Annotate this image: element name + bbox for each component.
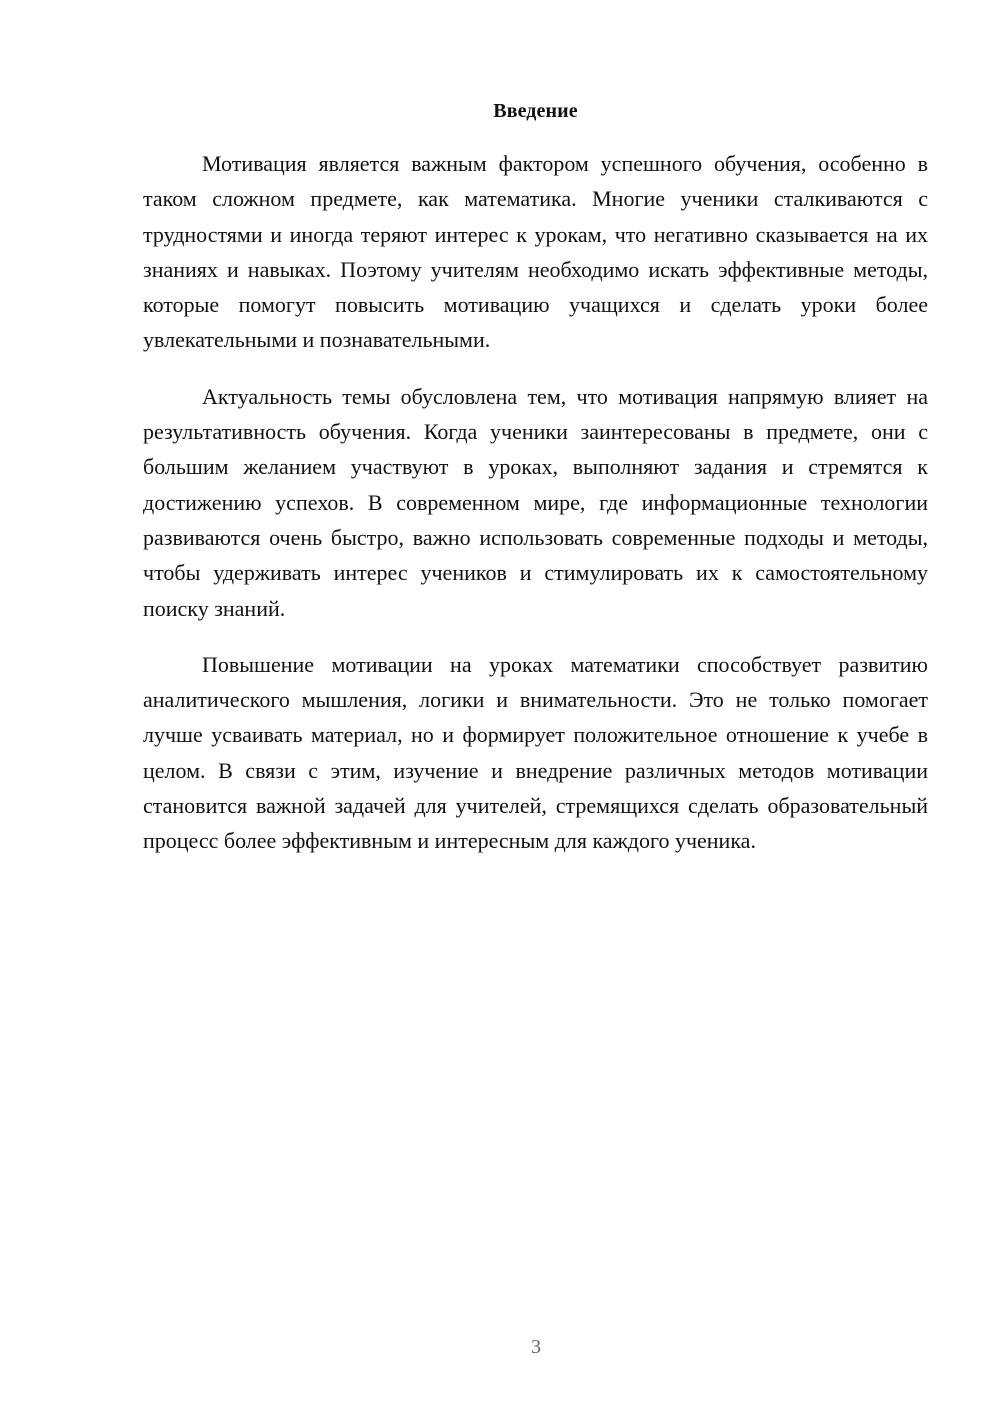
paragraph-2: Актуальность темы обусловлена тем, что мотивация напрямую влияет на результативность обучения. Когда ученики заинтересованы в предмете, они с большим желанием участвуют в уроках, выполняют задания и стремятся к достижению успехов. В современном мире, где информационные технологии развиваются очень быстро, важно использовать современные подходы и методы, чтобы удерживать интерес учеников и стимулировать их к самостоятельному поиску знаний. [143,383,928,621]
page-number: 3 [531,1336,541,1358]
paragraph-3: Повышение мотивации на уроках математики способствует развитию аналитического мышления, логики и внимательности. Это не только помогает лучше усваивать материал, но и формирует положительное отношение к учебе в целом. В связи с этим, изучение и внедрение различных методов мотивации становится важной задачей для учителей, стремящихся сделать образовательный процесс более эффективным и интересным для каждого ученика. [143,651,928,854]
page-content [143,98,928,859]
paragraph-1: Мотивация является важным фактором успешного обучения, особенно в таком сложном предмете, как математика. Многие ученики сталкиваются с трудностями и иногда теряют интерес к урокам, что негативно сказывается на их знаниях и навыках. Поэтому учителям необходимо искать эффективные методы, которые помогут повысить мотивацию учащихся и сделать уроки более увлекательными и познавательными. [143,151,928,353]
section-heading: Введение [493,100,578,122]
